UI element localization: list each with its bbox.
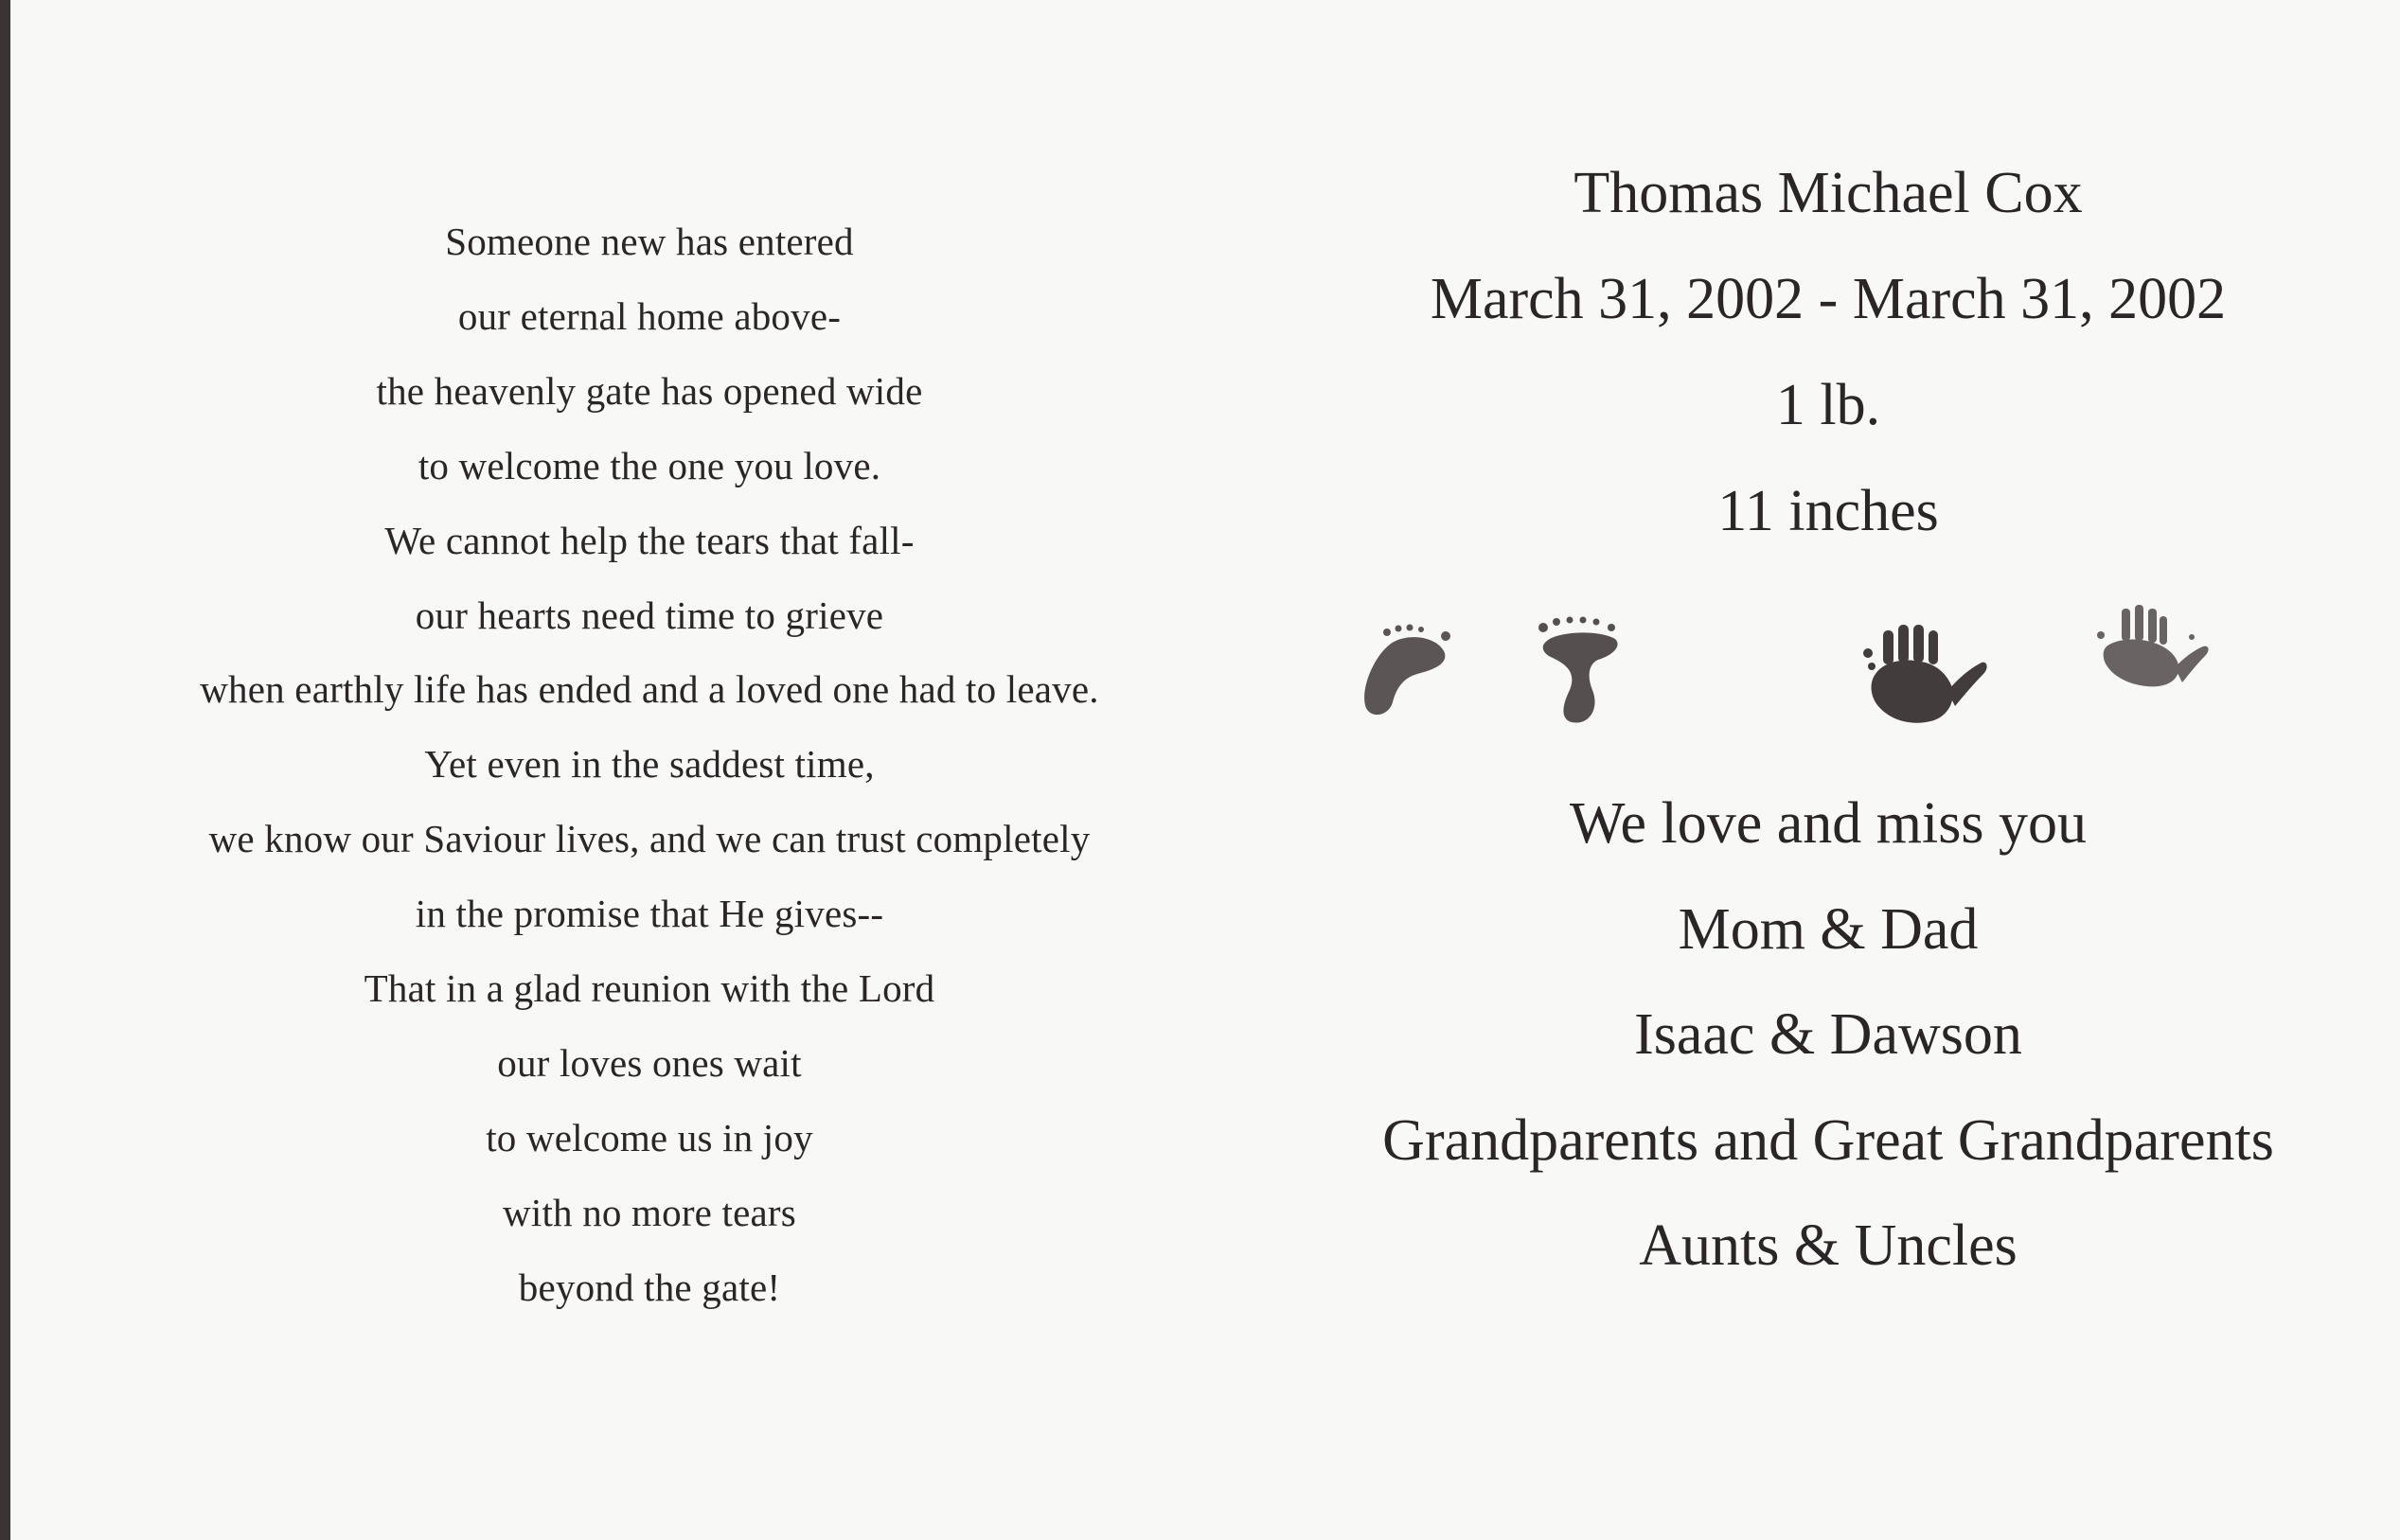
family-message: [1274, 771, 2382, 1300]
birth-death-dates: March 31, 2002 - March 31, 2002: [1430, 267, 2227, 331]
poem-line: our loves ones wait: [497, 1040, 802, 1085]
poem-line: to welcome us in joy: [486, 1115, 813, 1159]
poem-line: with no more tears: [503, 1190, 796, 1234]
poem: [124, 204, 1175, 1325]
baby-name: Thomas Michael Cox: [1573, 161, 2083, 225]
poem-line: beyond the gate!: [518, 1265, 781, 1309]
family-grandparents: Grandparents and Great Grandparents: [1382, 1107, 2274, 1173]
right-handprint-icon: [2084, 601, 2216, 715]
poem-line: to welcome the one you love.: [418, 443, 881, 487]
birth-weight: 1 lb.: [1775, 373, 1881, 437]
left-footprint-icon: [1355, 615, 1468, 729]
memorial-details: [1274, 140, 2382, 564]
poem-line: Someone new has entered: [445, 220, 854, 263]
family-parents: Mom & Dad: [1678, 896, 1979, 962]
poem-line: we know our Saviour lives, and we can trust completely: [208, 817, 1091, 861]
family-siblings: Isaac & Dawson: [1634, 1002, 2022, 1067]
poem-line: in the promise that He gives--: [415, 892, 884, 936]
poem-line: We cannot help the tears that fall-: [384, 518, 915, 562]
hand-and-footprints: [1355, 596, 2226, 757]
page-edge: [0, 0, 10, 1540]
poem-line: when earthly life has ended and a loved one had to leave.: [200, 667, 1099, 712]
family-aunts-uncles: Aunts & Uncles: [1639, 1213, 2018, 1278]
poem-line: the heavenly gate has opened wide: [376, 368, 923, 413]
poem-line: Yet even in the saddest time,: [424, 742, 875, 787]
poem-line: our hearts need time to grieve: [415, 593, 884, 637]
poem-line: That in a glad reunion with the Lord: [364, 966, 935, 1011]
love-message: We love and miss you: [1569, 791, 2088, 856]
birth-length: 11 inches: [1717, 479, 1939, 543]
poem-line: our eternal home above-: [457, 293, 842, 338]
left-handprint-icon: [1847, 615, 1999, 738]
right-footprint-icon: [1530, 611, 1634, 734]
memorial-card: [10, 0, 2400, 1540]
